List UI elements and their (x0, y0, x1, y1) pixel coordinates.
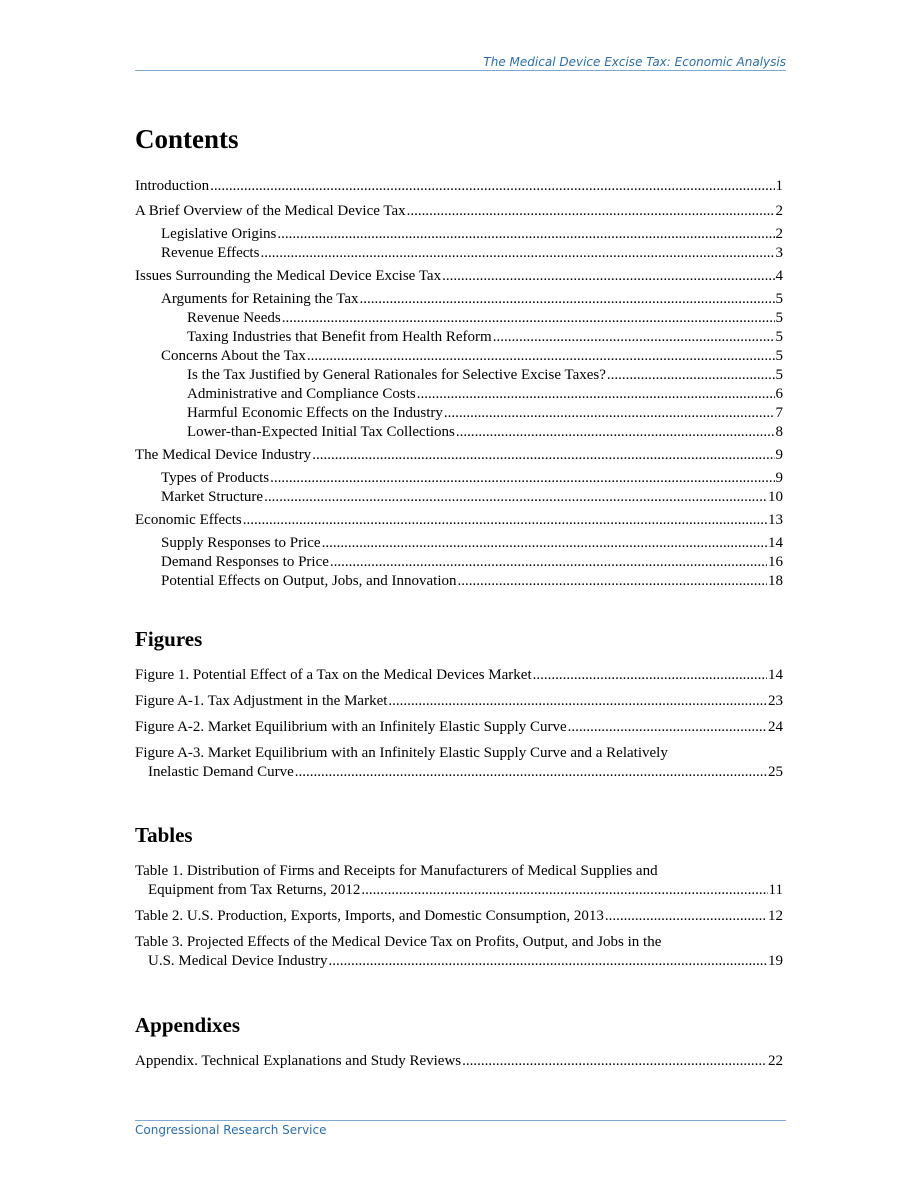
dot-leader (444, 404, 775, 423)
figure-entry-title: Figure 1. Potential Effect of a Tax on the Medical Devices Market (135, 667, 532, 683)
dot-leader (282, 309, 775, 328)
toc-entry-page: 13 (768, 512, 783, 528)
toc-entry-arguments-retaining[interactable] (135, 290, 783, 309)
dot-leader (407, 202, 775, 221)
table-entry-2[interactable] (135, 907, 783, 926)
dot-leader (417, 385, 775, 404)
toc-entry-title: Arguments for Retaining the Tax (161, 291, 359, 307)
dot-leader (295, 763, 767, 782)
table-entry-page: 11 (768, 882, 783, 898)
dot-leader (277, 225, 774, 244)
dot-leader (533, 666, 767, 685)
dot-leader (329, 952, 767, 971)
toc-entry-title: Taxing Industries that Benefit from Health Reform (187, 329, 492, 345)
figure-entry-a3[interactable] (135, 744, 783, 782)
toc-entry-title: A Brief Overview of the Medical Device Tax (135, 203, 406, 219)
contents-heading: Contents (135, 124, 239, 154)
toc-entry-issues-surrounding[interactable] (135, 267, 783, 286)
dot-leader (330, 553, 767, 572)
table-entry-3[interactable] (135, 933, 783, 971)
toc-entry-page: 9 (775, 447, 783, 463)
toc-entry-market-structure[interactable] (135, 488, 783, 507)
toc-entry-title: Legislative Origins (161, 226, 277, 242)
toc-entry-title: Lower-than-Expected Initial Tax Collections (187, 424, 455, 440)
toc-entry-page: 1 (775, 178, 783, 194)
toc-entry-supply-responses[interactable] (135, 534, 783, 553)
toc-entry-title: Introduction (135, 178, 210, 194)
toc-entry-page: 6 (775, 386, 783, 402)
toc-entry-page: 14 (768, 535, 783, 551)
dot-leader (270, 469, 774, 488)
dot-leader (260, 244, 774, 263)
toc-entry-harmful-effects[interactable] (135, 404, 783, 423)
dot-leader (312, 446, 774, 465)
toc-entry-demand-responses[interactable] (135, 553, 783, 572)
toc-entry-title: Types of Products (161, 470, 270, 486)
contents-list (135, 177, 783, 591)
figures-list (135, 666, 783, 782)
toc-entry-tax-justified[interactable] (135, 366, 783, 385)
dot-leader (388, 692, 767, 711)
toc-entry-economic-effects[interactable] (135, 511, 783, 530)
dot-leader (210, 177, 774, 196)
toc-entry-title: Harmful Economic Effects on the Industry (187, 405, 443, 421)
figure-entry-1[interactable] (135, 666, 783, 685)
toc-entry-page: 4 (775, 268, 783, 284)
toc-entry-device-industry[interactable] (135, 446, 783, 465)
dot-leader (462, 1052, 767, 1071)
dot-leader (458, 572, 767, 591)
table-entry-title-line1: Table 1. Distribution of Firms and Receipts for Manufacturers of Medical Supplies and (135, 863, 658, 879)
table-entry-title-line1: Table 3. Projected Effects of the Medical Device Tax on Profits, Output, and Jobs in the (135, 934, 662, 950)
toc-entry-lower-collections[interactable] (135, 423, 783, 442)
tables-heading: Tables (135, 823, 193, 847)
appendixes-heading: Appendixes (135, 1013, 241, 1037)
toc-entry-page: 5 (775, 310, 783, 326)
appendixes-list (135, 1052, 783, 1071)
figure-entry-a2[interactable] (135, 718, 783, 737)
dot-leader (442, 267, 774, 286)
dot-leader (243, 511, 767, 530)
dot-leader (307, 347, 775, 366)
dot-leader (264, 488, 767, 507)
toc-entry-legislative-origins[interactable] (135, 225, 783, 244)
dot-leader (456, 423, 775, 442)
toc-entry-introduction[interactable] (135, 177, 783, 196)
toc-entry-taxing-industries[interactable] (135, 328, 783, 347)
toc-entry-title: Market Structure (161, 489, 264, 505)
table-entry-title-line2: Equipment from Tax Returns, 2012 (148, 882, 361, 898)
toc-entry-administrative-costs[interactable] (135, 385, 783, 404)
toc-entry-title: Demand Responses to Price (161, 554, 329, 570)
figure-entry-title: Figure A-2. Market Equilibrium with an Infinitely Elastic Supply Curve (135, 719, 567, 735)
figures-heading: Figures (135, 627, 203, 651)
figure-entry-page: 14 (768, 667, 783, 683)
figure-entry-page: 23 (768, 693, 783, 709)
table-entry-page: 19 (768, 953, 783, 969)
toc-entry-page: 3 (775, 245, 783, 261)
toc-entry-page: 5 (775, 291, 783, 307)
running-header-title: The Medical Device Excise Tax: Economic Analysis (483, 55, 786, 69)
figure-entry-title-line2: Inelastic Demand Curve (148, 764, 294, 780)
toc-entry-concerns-about-tax[interactable] (135, 347, 783, 366)
figure-entry-title-line1: Figure A-3. Market Equilibrium with an Infinitely Elastic Supply Curve and a Relatively (135, 745, 668, 761)
toc-entry-title: Issues Surrounding the Medical Device Excise Tax (135, 268, 442, 284)
dot-leader (361, 881, 767, 900)
table-entry-1[interactable] (135, 862, 783, 900)
toc-entry-title: Concerns About the Tax (161, 348, 306, 364)
toc-entry-brief-overview[interactable] (135, 202, 783, 221)
toc-entry-potential-effects[interactable] (135, 572, 783, 591)
toc-entry-page: 10 (768, 489, 783, 505)
toc-entry-types-of-products[interactable] (135, 469, 783, 488)
toc-entry-title: Potential Effects on Output, Jobs, and Innovation (161, 573, 457, 589)
table-entry-title-line2: U.S. Medical Device Industry (148, 953, 328, 969)
figure-entry-page: 25 (768, 764, 783, 780)
footer-publisher: Congressional Research Service (135, 1123, 327, 1137)
dot-leader (322, 534, 767, 553)
footer-rule (135, 1120, 786, 1121)
dot-leader (360, 290, 775, 309)
toc-entry-revenue-effects[interactable] (135, 244, 783, 263)
toc-entry-page: 7 (775, 405, 783, 421)
toc-entry-page: 5 (775, 367, 783, 383)
figure-entry-page: 24 (768, 719, 783, 735)
toc-entry-title: Is the Tax Justified by General Rationales for Selective Excise Taxes? (187, 367, 606, 383)
appendix-entry[interactable] (135, 1052, 783, 1071)
appendix-entry-page: 22 (768, 1053, 783, 1069)
table-entry-page: 12 (768, 908, 783, 924)
toc-entry-title: Revenue Needs (187, 310, 281, 326)
toc-entry-page: 8 (775, 424, 783, 440)
toc-entry-page: 9 (775, 470, 783, 486)
dot-leader (493, 328, 775, 347)
dot-leader (607, 366, 775, 385)
dot-leader (605, 907, 767, 926)
toc-entry-page: 5 (775, 348, 783, 364)
toc-entry-page: 5 (775, 329, 783, 345)
toc-entry-title: Administrative and Compliance Costs (187, 386, 416, 402)
toc-entry-page: 2 (775, 226, 783, 242)
toc-entry-title: Economic Effects (135, 512, 242, 528)
toc-entry-title: The Medical Device Industry (135, 447, 312, 463)
header-rule (135, 70, 786, 71)
tables-list (135, 862, 783, 971)
toc-entry-page: 16 (768, 554, 783, 570)
toc-entry-revenue-needs[interactable] (135, 309, 783, 328)
toc-entry-title: Revenue Effects (161, 245, 260, 261)
table-entry-title: Table 2. U.S. Production, Exports, Imports, and Domestic Consumption, 2013 (135, 908, 604, 924)
figure-entry-title: Figure A-1. Tax Adjustment in the Market (135, 693, 388, 709)
figure-entry-a1[interactable] (135, 692, 783, 711)
toc-entry-page: 2 (775, 203, 783, 219)
toc-entry-title: Supply Responses to Price (161, 535, 321, 551)
appendix-entry-title: Appendix. Technical Explanations and Study Reviews (135, 1053, 462, 1069)
dot-leader (568, 718, 767, 737)
toc-entry-page: 18 (768, 573, 783, 589)
